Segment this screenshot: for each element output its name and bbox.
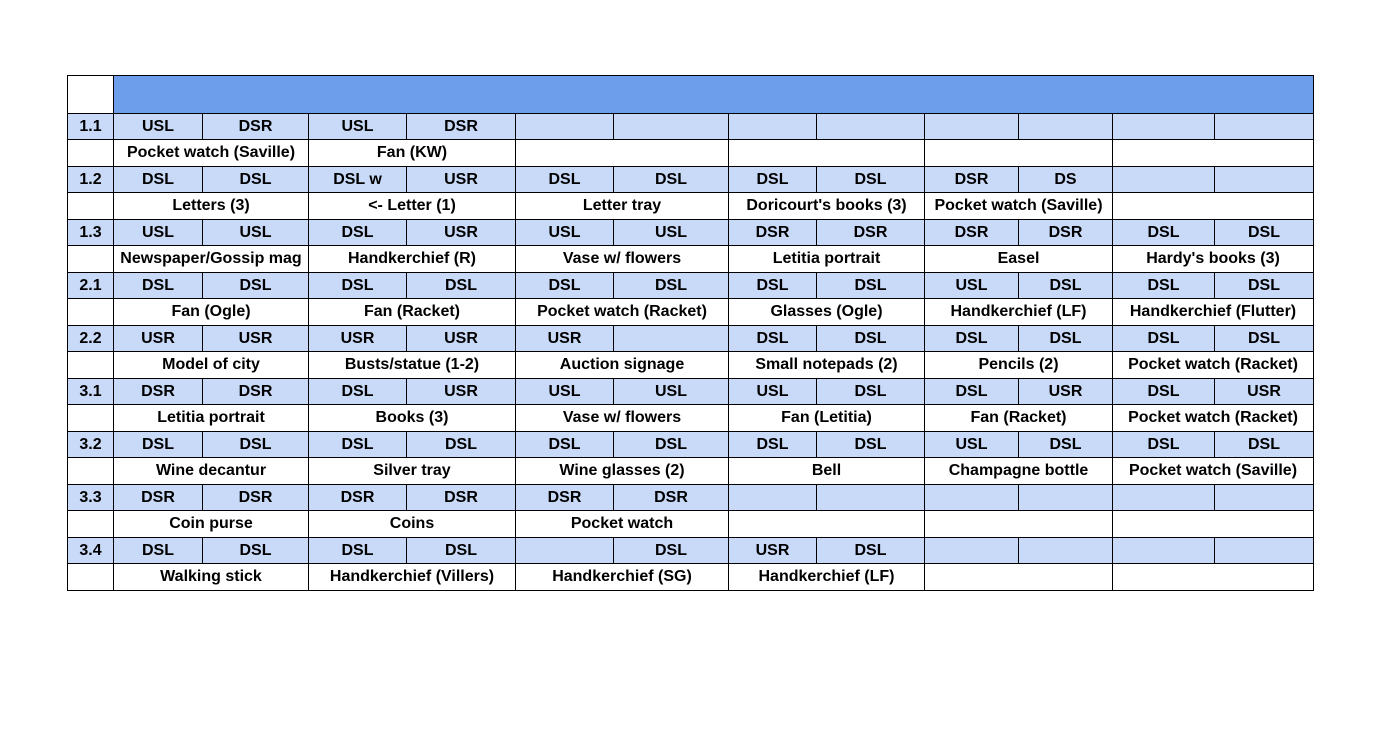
prop-cell[interactable]: [1113, 140, 1314, 167]
position-cell[interactable]: [729, 114, 817, 140]
prop-cell[interactable]: [1113, 193, 1314, 220]
empty-label-cell[interactable]: [68, 458, 114, 485]
position-cell[interactable]: USL: [516, 220, 614, 246]
position-cell[interactable]: [1019, 114, 1113, 140]
empty-label-cell[interactable]: [68, 299, 114, 326]
position-cell[interactable]: DSL: [817, 326, 925, 352]
position-cell[interactable]: DSL: [516, 273, 614, 299]
position-row: [68, 167, 1314, 193]
position-cell[interactable]: DSR: [203, 379, 309, 405]
position-cell[interactable]: [925, 538, 1019, 564]
item-row: [68, 246, 1314, 273]
position-cell[interactable]: DSL: [309, 538, 407, 564]
position-cell[interactable]: USL: [925, 273, 1019, 299]
position-row: [68, 114, 1314, 140]
prop-cell[interactable]: Pencils (2): [925, 352, 1113, 379]
position-cell[interactable]: USR: [729, 538, 817, 564]
item-row: [68, 405, 1314, 432]
empty-label-cell[interactable]: [68, 140, 114, 167]
position-cell[interactable]: USL: [925, 432, 1019, 458]
header-row: [68, 76, 1314, 114]
prop-cell[interactable]: Handkerchief (Flutter): [1113, 299, 1314, 326]
position-cell[interactable]: DSL: [309, 220, 407, 246]
prop-cell[interactable]: Newspaper/Gossip mag: [114, 246, 309, 273]
prop-cell[interactable]: [729, 511, 925, 538]
position-cell[interactable]: [1215, 538, 1314, 564]
position-row: [68, 273, 1314, 299]
position-cell[interactable]: [1113, 538, 1215, 564]
scene-label[interactable]: 1.1: [68, 114, 114, 140]
position-cell[interactable]: DSL: [1113, 326, 1215, 352]
scene-label[interactable]: 1.3: [68, 220, 114, 246]
corner-cell[interactable]: [68, 76, 114, 114]
position-cell[interactable]: USR: [516, 326, 614, 352]
position-cell[interactable]: [1215, 167, 1314, 193]
position-cell[interactable]: [1019, 538, 1113, 564]
position-cell[interactable]: DSR: [614, 485, 729, 511]
item-row: [68, 140, 1314, 167]
scene-label[interactable]: 2.2: [68, 326, 114, 352]
position-cell[interactable]: DSL: [817, 379, 925, 405]
prop-cell[interactable]: Pocket watch (Saville): [1113, 458, 1314, 485]
position-cell[interactable]: DSL: [203, 273, 309, 299]
position-cell[interactable]: USL: [203, 220, 309, 246]
position-cell[interactable]: DSL: [309, 273, 407, 299]
empty-label-cell[interactable]: [68, 511, 114, 538]
prop-cell[interactable]: Pocket watch (Racket): [1113, 405, 1314, 432]
prop-cell[interactable]: Vase w/ flowers: [516, 405, 729, 432]
scene-label[interactable]: 2.1: [68, 273, 114, 299]
position-cell[interactable]: DSR: [925, 167, 1019, 193]
empty-label-cell[interactable]: [68, 246, 114, 273]
position-cell[interactable]: DSL: [114, 538, 203, 564]
position-cell[interactable]: DSR: [203, 114, 309, 140]
prop-cell[interactable]: <- Letter (1): [309, 193, 516, 220]
item-row: [68, 299, 1314, 326]
prop-cell[interactable]: Handkerchief (LF): [925, 299, 1113, 326]
position-cell[interactable]: DSL: [729, 167, 817, 193]
prop-cell[interactable]: Pocket watch: [516, 511, 729, 538]
prop-cell[interactable]: Pocket watch (Saville): [925, 193, 1113, 220]
position-cell[interactable]: USL: [114, 114, 203, 140]
position-cell[interactable]: [1215, 114, 1314, 140]
prop-cell[interactable]: Letter tray: [516, 193, 729, 220]
position-cell[interactable]: USR: [407, 220, 516, 246]
prop-cell[interactable]: Silver tray: [309, 458, 516, 485]
position-cell[interactable]: DSL: [1019, 432, 1113, 458]
position-cell[interactable]: DSL: [1019, 326, 1113, 352]
prop-cell[interactable]: [925, 140, 1113, 167]
position-cell[interactable]: [1215, 485, 1314, 511]
blocking-sheet-table: [67, 75, 1314, 591]
position-row: [68, 220, 1314, 246]
prop-cell[interactable]: Fan (Racket): [309, 299, 516, 326]
position-cell[interactable]: DSL: [407, 538, 516, 564]
position-cell[interactable]: DSL: [114, 432, 203, 458]
position-cell[interactable]: [614, 326, 729, 352]
position-cell[interactable]: DSL: [203, 538, 309, 564]
position-cell[interactable]: DSL w: [309, 167, 407, 193]
position-cell[interactable]: DSL: [614, 273, 729, 299]
empty-label-cell[interactable]: [68, 193, 114, 220]
prop-cell[interactable]: Bell: [729, 458, 925, 485]
prop-cell[interactable]: Letters (3): [114, 193, 309, 220]
prop-cell[interactable]: Doricourt's books (3): [729, 193, 925, 220]
position-cell[interactable]: DSL: [614, 432, 729, 458]
item-row: [68, 511, 1314, 538]
position-cell[interactable]: DS: [1019, 167, 1113, 193]
prop-cell[interactable]: Handkerchief (SG): [516, 564, 729, 591]
position-cell[interactable]: DSR: [729, 220, 817, 246]
position-cell[interactable]: DSL: [1019, 273, 1113, 299]
position-cell[interactable]: USL: [516, 379, 614, 405]
prop-cell[interactable]: Books (3): [309, 405, 516, 432]
position-cell[interactable]: DSL: [1215, 273, 1314, 299]
position-cell[interactable]: USR: [1019, 379, 1113, 405]
position-cell[interactable]: DSL: [516, 432, 614, 458]
position-cell[interactable]: DSL: [729, 432, 817, 458]
prop-cell[interactable]: Coins: [309, 511, 516, 538]
prop-cell[interactable]: Pocket watch (Racket): [516, 299, 729, 326]
position-cell[interactable]: DSL: [516, 167, 614, 193]
prop-cell[interactable]: Handkerchief (LF): [729, 564, 925, 591]
position-row: [68, 379, 1314, 405]
position-row: [68, 432, 1314, 458]
prop-cell[interactable]: Fan (Racket): [925, 405, 1113, 432]
prop-cell[interactable]: [1113, 511, 1314, 538]
prop-cell[interactable]: Fan (Ogle): [114, 299, 309, 326]
prop-cell[interactable]: Model of city: [114, 352, 309, 379]
position-cell[interactable]: [1113, 114, 1215, 140]
position-cell[interactable]: [516, 538, 614, 564]
prop-cell[interactable]: Vase w/ flowers: [516, 246, 729, 273]
position-cell[interactable]: [729, 485, 817, 511]
prop-cell[interactable]: Letitia portrait: [729, 246, 925, 273]
prop-cell[interactable]: [516, 140, 729, 167]
position-cell[interactable]: [925, 114, 1019, 140]
position-row: [68, 538, 1314, 564]
position-cell[interactable]: DSL: [817, 273, 925, 299]
scene-label[interactable]: 3.3: [68, 485, 114, 511]
position-cell[interactable]: DSR: [817, 220, 925, 246]
position-cell[interactable]: [817, 114, 925, 140]
position-cell[interactable]: DSR: [203, 485, 309, 511]
position-cell[interactable]: DSL: [1113, 379, 1215, 405]
position-cell[interactable]: DSL: [614, 167, 729, 193]
header-band[interactable]: [114, 76, 1314, 114]
position-cell[interactable]: DSL: [729, 273, 817, 299]
position-cell[interactable]: DSL: [925, 379, 1019, 405]
position-cell[interactable]: DSL: [1113, 220, 1215, 246]
prop-cell[interactable]: Auction signage: [516, 352, 729, 379]
position-cell[interactable]: DSL: [729, 326, 817, 352]
position-row: [68, 326, 1314, 352]
prop-cell[interactable]: Easel: [925, 246, 1113, 273]
scene-label[interactable]: 3.2: [68, 432, 114, 458]
position-cell[interactable]: DSL: [114, 273, 203, 299]
prop-cell[interactable]: Champagne bottle: [925, 458, 1113, 485]
prop-cell[interactable]: Walking stick: [114, 564, 309, 591]
position-cell[interactable]: USL: [114, 220, 203, 246]
position-cell[interactable]: DSL: [817, 538, 925, 564]
position-cell[interactable]: USR: [407, 167, 516, 193]
prop-cell[interactable]: [925, 564, 1113, 591]
empty-label-cell[interactable]: [68, 564, 114, 591]
position-cell[interactable]: DSL: [817, 432, 925, 458]
prop-cell[interactable]: [1113, 564, 1314, 591]
position-cell[interactable]: DSR: [1019, 220, 1113, 246]
position-cell[interactable]: DSL: [114, 167, 203, 193]
prop-cell[interactable]: Coin purse: [114, 511, 309, 538]
table-body: [68, 76, 1314, 591]
position-cell[interactable]: DSL: [203, 432, 309, 458]
position-cell[interactable]: USL: [614, 379, 729, 405]
prop-cell[interactable]: Glasses (Ogle): [729, 299, 925, 326]
position-cell[interactable]: USL: [729, 379, 817, 405]
position-cell[interactable]: USR: [114, 326, 203, 352]
position-cell[interactable]: DSL: [1113, 432, 1215, 458]
position-cell[interactable]: [817, 485, 925, 511]
position-cell[interactable]: USR: [203, 326, 309, 352]
position-cell[interactable]: DSR: [407, 485, 516, 511]
position-cell[interactable]: USL: [614, 220, 729, 246]
prop-cell[interactable]: Small notepads (2): [729, 352, 925, 379]
prop-cell[interactable]: Fan (Letitia): [729, 405, 925, 432]
scene-label[interactable]: 1.2: [68, 167, 114, 193]
position-cell[interactable]: USR: [407, 379, 516, 405]
position-cell[interactable]: [925, 485, 1019, 511]
position-cell[interactable]: [516, 114, 614, 140]
position-cell[interactable]: DSR: [516, 485, 614, 511]
scene-label[interactable]: 3.4: [68, 538, 114, 564]
position-cell[interactable]: [1113, 485, 1215, 511]
prop-cell[interactable]: Wine decantur: [114, 458, 309, 485]
prop-cell[interactable]: Pocket watch (Saville): [114, 140, 309, 167]
item-row: [68, 352, 1314, 379]
position-cell[interactable]: DSL: [614, 538, 729, 564]
position-cell[interactable]: DSL: [1215, 432, 1314, 458]
empty-label-cell[interactable]: [68, 405, 114, 432]
position-cell[interactable]: [614, 114, 729, 140]
prop-cell[interactable]: Busts/statue (1-2): [309, 352, 516, 379]
position-cell[interactable]: DSL: [407, 432, 516, 458]
prop-cell[interactable]: Fan (KW): [309, 140, 516, 167]
position-cell[interactable]: [1113, 167, 1215, 193]
prop-cell[interactable]: Hardy's books (3): [1113, 246, 1314, 273]
position-cell[interactable]: DSL: [309, 432, 407, 458]
position-row: [68, 485, 1314, 511]
position-cell[interactable]: DSL: [309, 379, 407, 405]
position-cell[interactable]: [1019, 485, 1113, 511]
position-cell[interactable]: DSR: [925, 220, 1019, 246]
empty-label-cell[interactable]: [68, 352, 114, 379]
item-row: [68, 193, 1314, 220]
position-cell[interactable]: DSR: [114, 485, 203, 511]
position-cell[interactable]: DSL: [407, 273, 516, 299]
position-cell[interactable]: DSL: [1113, 273, 1215, 299]
position-cell[interactable]: USR: [309, 326, 407, 352]
position-cell[interactable]: USR: [1215, 379, 1314, 405]
prop-cell[interactable]: Pocket watch (Racket): [1113, 352, 1314, 379]
position-cell[interactable]: DSL: [817, 167, 925, 193]
position-cell[interactable]: DSR: [114, 379, 203, 405]
position-cell[interactable]: USR: [407, 326, 516, 352]
position-cell[interactable]: DSR: [407, 114, 516, 140]
prop-cell[interactable]: [729, 140, 925, 167]
prop-cell[interactable]: Letitia portrait: [114, 405, 309, 432]
item-row: [68, 564, 1314, 591]
position-cell[interactable]: DSR: [309, 485, 407, 511]
prop-cell[interactable]: [925, 511, 1113, 538]
position-cell[interactable]: USL: [309, 114, 407, 140]
prop-cell[interactable]: Wine glasses (2): [516, 458, 729, 485]
item-row: [68, 458, 1314, 485]
position-cell[interactable]: DSL: [925, 326, 1019, 352]
position-cell[interactable]: DSL: [1215, 220, 1314, 246]
position-cell[interactable]: DSL: [203, 167, 309, 193]
prop-cell[interactable]: Handkerchief (Villers): [309, 564, 516, 591]
scene-label[interactable]: 3.1: [68, 379, 114, 405]
position-cell[interactable]: DSL: [1215, 326, 1314, 352]
prop-cell[interactable]: Handkerchief (R): [309, 246, 516, 273]
